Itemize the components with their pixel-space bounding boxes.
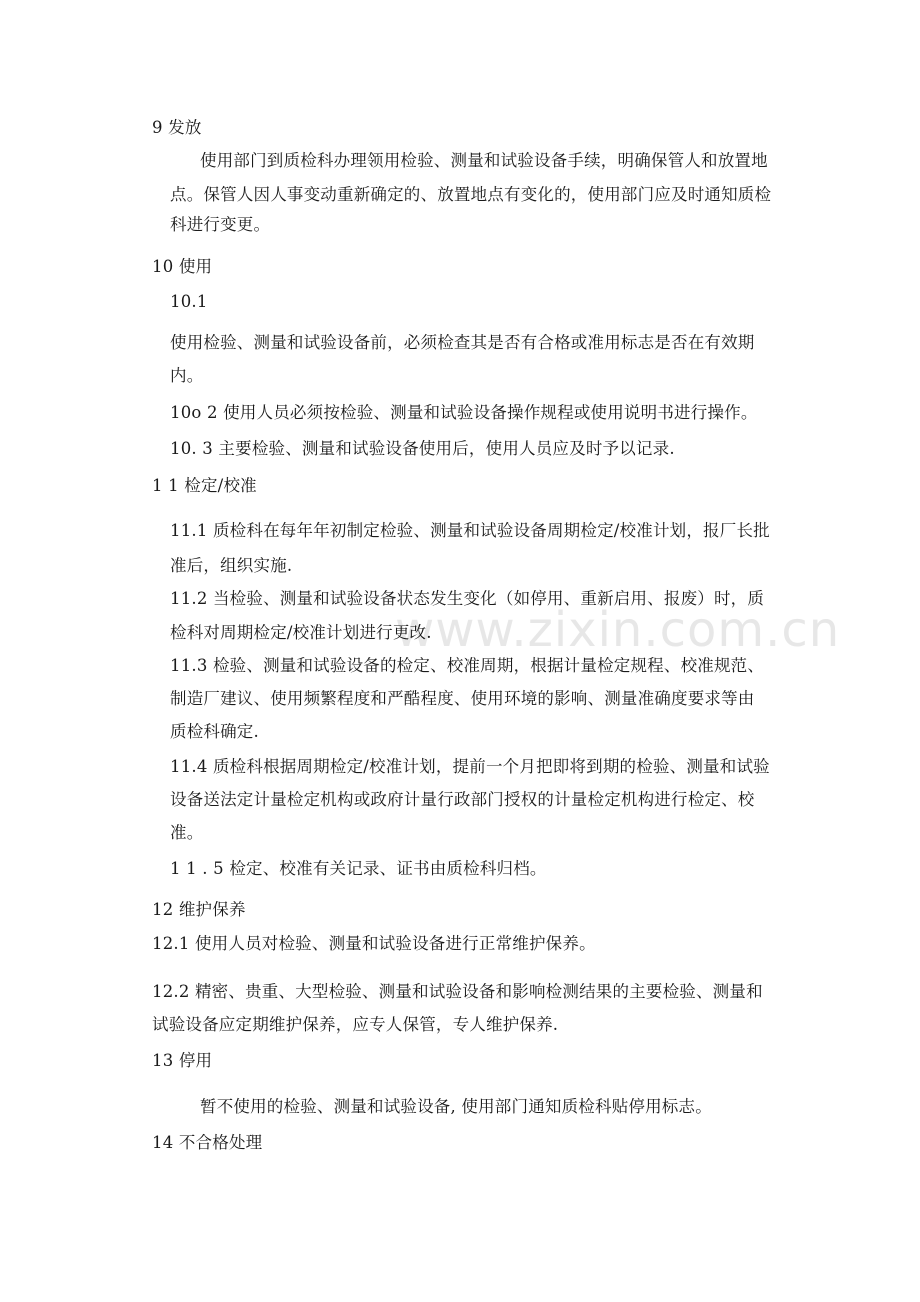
section-heading-12: 12 维护保养 [152,900,246,919]
paragraph-line: 12.2 精密、贵重、大型检验、测量和试验设备和影响检测结果的主要检验、测量和 [152,982,763,1001]
paragraph-line: 11.2 当检验、测量和试验设备状态发生变化（如停用、重新启用、报废）时，质 [170,589,765,608]
section-heading-11: 1 1 检定/校准 [152,476,257,495]
paragraph-line: 制造厂建议、使用频繁程度和严酷程度、使用环境的影响、测量准确度要求等由 [170,689,755,708]
paragraph-line: 11.4 质检科根据周期检定/校准计划，提前一个月把即将到期的检验、测量和试验 [170,757,770,776]
section-heading-9: 9 发放 [152,118,202,137]
paragraph-line: 12.1 使用人员对检验、测量和试验设备进行正常维护保养。 [152,934,596,953]
paragraph-line: 10. 3 主要检验、测量和试验设备使用后，使用人员应及时予以记录. [170,439,675,458]
watermark: www.zixin.com.cn [395,602,841,658]
section-heading-14: 14 不合格处理 [152,1133,263,1152]
item-number: 10.1 [170,292,208,311]
paragraph-line: 10o 2 使用人员必须按检验、测量和试验设备操作规程或使用说明书进行操作。 [170,403,758,422]
section-heading-10: 10 使用 [152,257,213,276]
paragraph-line: 试验设备应定期维护保养，应专人保管，专人维护保养. [152,1015,559,1034]
paragraph-line: 科进行变更。 [170,215,271,234]
paragraph-line: 检科对周期检定/校准计划进行更改. [170,623,432,642]
paragraph-line: 11.1 质检科在每年年初制定检验、测量和试验设备周期检定/校准计划，报厂长批 [170,521,770,540]
section-heading-13: 13 停用 [152,1051,213,1070]
paragraph-line: 11.3 检验、测量和试验设备的检定、校准周期，根据计量检定规程、校准规范、 [170,656,765,675]
paragraph-line: 1 1 . 5 检定、校准有关记录、证书由质检科归档。 [170,859,547,878]
paragraph-line: 暂不使用的检验、测量和试验设备, 使用部门通知质检科贴停用标志。 [200,1097,712,1116]
paragraph-line: 使用检验、测量和试验设备前，必须检查其是否有合格或准用标志是否在有效期 [170,333,755,352]
paragraph-line: 准。 [170,823,204,842]
paragraph-line: 准后，组织实施. [170,556,293,575]
paragraph-line: 使用部门到质检科办理领用检验、测量和试验设备手续，明确保管人和放置地 [200,151,768,170]
paragraph-line: 内。 [170,366,204,385]
paragraph-line: 点。保管人因人事变动重新确定的、放置地点有变化的，使用部门应及时通知质检 [170,185,772,204]
paragraph-line: 质检科确定. [170,722,259,741]
paragraph-line: 设备送法定计量检定机构或政府计量行政部门授权的计量检定机构进行检定、校 [170,790,755,809]
